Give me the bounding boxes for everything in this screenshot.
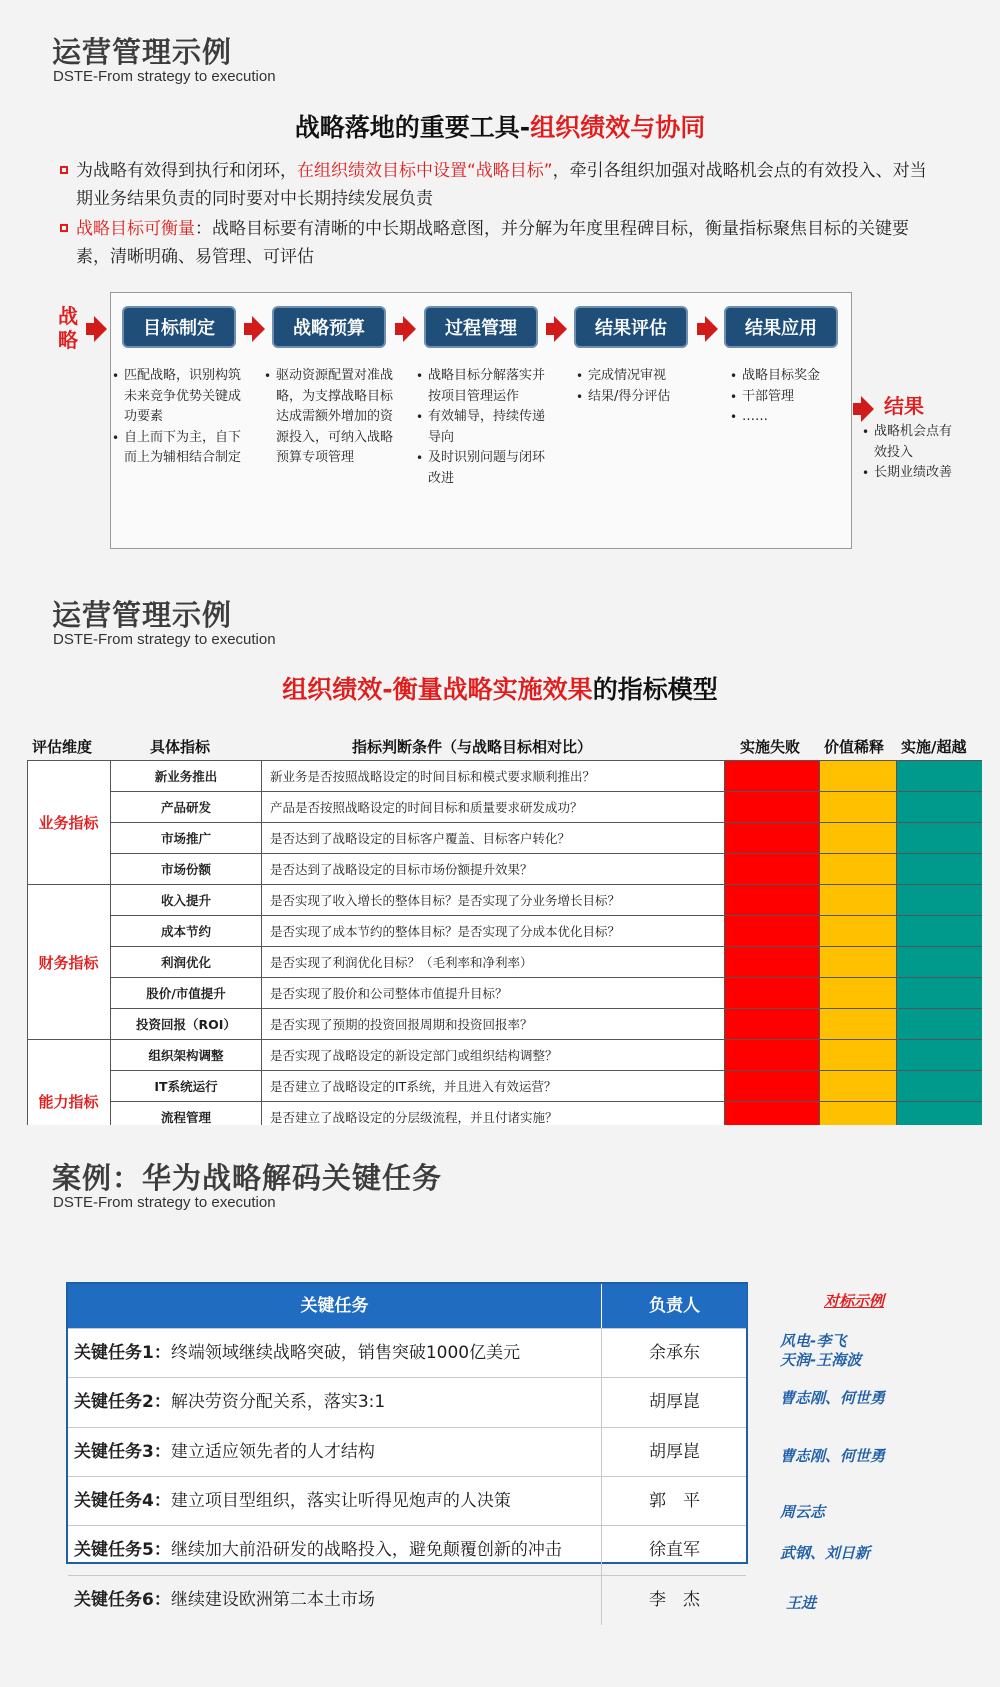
task-description — [74, 1329, 594, 1378]
list-item: • …… — [730, 407, 850, 428]
task-label: 关键任务1： — [74, 1343, 171, 1363]
step-result-application: 结果应用 — [724, 306, 838, 348]
indicator-name: 成本节约 — [110, 916, 262, 947]
section1-subtitle: DSTE-From strategy to execution — [53, 68, 276, 85]
col-header-owner: 负责人 — [601, 1284, 747, 1328]
fail-cell — [724, 978, 819, 1009]
indicator-name: 组织架构调整 — [110, 1040, 262, 1071]
exceed-cell — [896, 1102, 982, 1125]
fail-cell — [724, 1040, 819, 1071]
bullet-text: ：战略目标要有清晰的中长期战略意图，并分解为年度里程碑目标，衡量指标聚焦目标的关键要素，清晰明确、易管理、可评估 — [76, 219, 909, 267]
task-description — [74, 1526, 594, 1575]
section1-bullets — [58, 157, 938, 273]
col-header-exceed: 实施/超越 — [901, 738, 967, 756]
list-item: • 及时识别问题与闭环改进 — [416, 448, 550, 489]
indicator-name: 利润优化 — [110, 947, 262, 978]
list-item: • 战略目标分解落实并按项目管理运作 — [416, 366, 550, 407]
table-row — [68, 1427, 746, 1477]
fail-cell — [724, 885, 819, 916]
indicator-name: 收入提升 — [110, 885, 262, 916]
task-text: 继续建设欧洲第二本土市场 — [170, 1589, 375, 1610]
fail-cell — [724, 823, 819, 854]
task-label: 关键任务5： — [74, 1540, 171, 1561]
col-header-fail: 实施失败 — [740, 738, 801, 756]
benchmark-item: 武钢、刘日新 — [780, 1544, 871, 1562]
square-bullet-icon — [60, 224, 68, 232]
metric-table — [27, 760, 982, 1125]
indicator-condition: 是否实现了预期的投资回报周期和投资回报率？ — [262, 1009, 724, 1040]
scarce-cell — [819, 947, 896, 978]
table-row — [68, 1328, 746, 1378]
list-item: • 长期业绩改善 — [862, 463, 952, 484]
indicator-name: 市场份额 — [110, 854, 262, 885]
scarce-cell — [819, 1040, 896, 1071]
col-header-condition: 指标判断条件（与战略目标相对比） — [352, 738, 593, 756]
step-strategic-budget-details — [264, 366, 398, 469]
fail-cell — [724, 1102, 819, 1125]
fail-cell — [724, 761, 819, 792]
fail-cell — [724, 916, 819, 947]
task-description — [74, 1378, 594, 1427]
indicator-condition: 是否实现了收入增长的整体目标？是否实现了分业务增长目标？ — [262, 885, 724, 916]
list-item: • 完成情况审视 — [576, 366, 710, 387]
task-text: 建立项目型组织，落实让听得见炮声的人决策 — [170, 1490, 511, 1511]
task-owner: 胡厚崑 — [601, 1428, 747, 1477]
step-result-application-details — [730, 366, 850, 428]
group-capability: 能力指标 — [27, 1040, 110, 1125]
task-description — [74, 1477, 594, 1526]
scarce-cell — [819, 978, 896, 1009]
fail-cell — [724, 854, 819, 885]
exceed-cell — [896, 823, 982, 854]
task-description — [74, 1576, 594, 1625]
result-end-label: 结果 — [884, 394, 924, 418]
heading-red: 组织绩效与协同 — [530, 113, 706, 142]
step-goal-setting: 目标制定 — [122, 306, 236, 348]
indicator-name: 股价/市值提升 — [110, 978, 262, 1009]
col-header-dimension: 评估维度 — [32, 738, 93, 756]
task-description — [74, 1428, 594, 1477]
indicator-name: IT系统运行 — [110, 1071, 262, 1102]
task-owner: 余承东 — [601, 1329, 747, 1378]
list-item: • 结果/得分评估 — [576, 387, 710, 408]
indicator-condition: 新业务是否按照战略设定的时间目标和模式要求顺利推出？ — [262, 761, 724, 792]
list-item: • 战略目标奖金 — [730, 366, 850, 387]
exceed-cell — [896, 1040, 982, 1071]
table-row — [68, 1377, 746, 1427]
table-row — [68, 1476, 746, 1526]
task-text: 解决劳资分配关系，落实3:1 — [170, 1392, 386, 1413]
list-item: • 驱动资源配置对准战略，为支撑战略目标达成需额外增加的资源投入，可纳入战略预算专项管理 — [264, 366, 398, 469]
indicator-condition: 产品是否按照战略设定的时间目标和质量要求研发成功？ — [262, 792, 724, 823]
step-result-evaluation-details — [576, 366, 710, 407]
indicator-condition: 是否实现了战略设定的新设定部门或组织结构调整？ — [262, 1040, 724, 1071]
indicator-condition: 是否实现了利润优化目标？（毛利率和净利率） — [262, 947, 724, 978]
fail-cell — [724, 792, 819, 823]
exceed-cell — [896, 854, 982, 885]
step-goal-setting-details — [112, 366, 246, 469]
task-text: 继续加大前沿研发的战略投入，避免颠覆创新的冲击 — [170, 1540, 562, 1561]
step-strategic-budget: 战略预算 — [272, 306, 386, 348]
fail-cell — [724, 947, 819, 978]
indicator-condition: 是否实现了成本节约的整体目标？是否实现了分成本优化目标？ — [262, 916, 724, 947]
step-process-management-details — [416, 366, 550, 489]
key-task-table — [66, 1282, 748, 1610]
list-item: • 战略机会点有效投入 — [862, 422, 952, 463]
benchmark-header: 对标示例 — [824, 1292, 885, 1310]
strategy-start-label: 战略 — [58, 304, 78, 352]
task-owner: 徐直军 — [601, 1526, 747, 1575]
exceed-cell — [896, 1071, 982, 1102]
task-label: 关键任务3： — [74, 1441, 171, 1462]
section2-subtitle: DSTE-From strategy to execution — [53, 631, 276, 648]
list-item: • 有效辅导，持续传递导向 — [416, 407, 550, 448]
indicator-name: 产品研发 — [110, 792, 262, 823]
benchmark-item: 王进 — [786, 1594, 817, 1612]
heading-black: 的指标模型 — [592, 675, 718, 704]
bullet-text: ，牵引各组织加强对战略机会点的有效投入、对当期业务结果负责的同时要对中长期持续发展负责 — [76, 161, 927, 209]
exceed-cell — [896, 792, 982, 823]
bullet-text: 为战略有效得到执行和闭环， — [76, 161, 297, 181]
benchmark-item: 曹志刚、何世勇 — [780, 1447, 886, 1465]
task-label: 关键任务2： — [74, 1392, 171, 1413]
result-details — [862, 422, 952, 484]
indicator-name: 新业务推出 — [110, 761, 262, 792]
indicator-condition: 是否建立了战略设定的IT系统，并且进入有效运营？ — [262, 1071, 724, 1102]
benchmark-item: 周云志 — [780, 1503, 826, 1521]
section2-heading — [0, 670, 1000, 706]
fail-cell — [724, 1009, 819, 1040]
exceed-cell — [896, 978, 982, 1009]
indicator-name: 投资回报（ROI） — [110, 1009, 262, 1040]
heading-red: 组织绩效-衡量战略实施效果 — [282, 675, 593, 704]
scarce-cell — [819, 1102, 896, 1125]
indicator-condition: 是否达到了战略设定的目标客户覆盖、目标客户转化？ — [262, 823, 724, 854]
scarce-cell — [819, 792, 896, 823]
indicator-name: 流程管理 — [110, 1102, 262, 1125]
benchmark-item: 曹志刚、何世勇 — [780, 1389, 886, 1407]
step-result-evaluation: 结果评估 — [574, 306, 688, 348]
section3-subtitle: DSTE-From strategy to execution — [53, 1194, 276, 1211]
section1-heading — [0, 108, 1000, 144]
list-item: • 干部管理 — [730, 387, 850, 408]
heading-black: 战略落地的重要工具- — [294, 113, 531, 142]
group-business: 业务指标 — [27, 761, 110, 885]
table-row — [68, 1525, 746, 1575]
benchmark-item: 天润-王海波 — [780, 1351, 862, 1369]
col-header-task: 关键任务 — [68, 1284, 601, 1328]
exceed-cell — [896, 761, 982, 792]
scarce-cell — [819, 885, 896, 916]
scarce-cell — [819, 1009, 896, 1040]
fail-cell — [724, 1071, 819, 1102]
table-row — [68, 1575, 746, 1625]
indicator-condition: 是否建立了战略设定的分层级流程，并且付诸实施？ — [262, 1102, 724, 1125]
indicator-condition: 是否达到了战略设定的目标市场份额提升效果？ — [262, 854, 724, 885]
group-finance: 财务指标 — [27, 885, 110, 1040]
list-item: • 自上而下为主，自下而上为辅相结合制定 — [112, 428, 246, 469]
exceed-cell — [896, 947, 982, 978]
col-header-indicator: 具体指标 — [150, 738, 211, 756]
task-text: 建立适应领先者的人才结构 — [170, 1441, 375, 1462]
exceed-cell — [896, 916, 982, 947]
bullet-item — [58, 157, 938, 213]
section1-title: 运营管理示例 — [52, 35, 233, 69]
scarce-cell — [819, 823, 896, 854]
task-label: 关键任务6： — [74, 1589, 171, 1610]
scarce-cell — [819, 761, 896, 792]
scarce-cell — [819, 916, 896, 947]
bullet-item — [58, 215, 938, 271]
section2-title: 运营管理示例 — [52, 598, 233, 632]
square-bullet-icon — [60, 166, 68, 174]
bullet-highlight: 战略目标可衡量 — [76, 219, 195, 239]
task-owner: 李 杰 — [601, 1576, 747, 1625]
scarce-cell — [819, 854, 896, 885]
exceed-cell — [896, 1009, 982, 1040]
indicator-name: 市场推广 — [110, 823, 262, 854]
step-process-management: 过程管理 — [424, 306, 538, 348]
benchmark-item: 风电-李飞 — [780, 1332, 847, 1350]
indicator-condition: 是否实现了股价和公司整体市值提升目标？ — [262, 978, 724, 1009]
task-owner: 胡厚崑 — [601, 1378, 747, 1427]
list-item: • 匹配战略，识别构筑未来竞争优势关键成功要素 — [112, 366, 246, 428]
task-label: 关键任务4： — [74, 1490, 171, 1511]
col-header-scarce: 价值稀释 — [824, 738, 885, 756]
task-owner: 郭 平 — [601, 1477, 747, 1526]
scarce-cell — [819, 1071, 896, 1102]
task-text: 终端领域继续战略突破，销售突破1000亿美元 — [170, 1343, 521, 1363]
exceed-cell — [896, 885, 982, 916]
section3-title: 案例：华为战略解码关键任务 — [52, 1161, 443, 1195]
bullet-highlight: 在组织绩效目标中设置“战略目标” — [297, 161, 553, 181]
